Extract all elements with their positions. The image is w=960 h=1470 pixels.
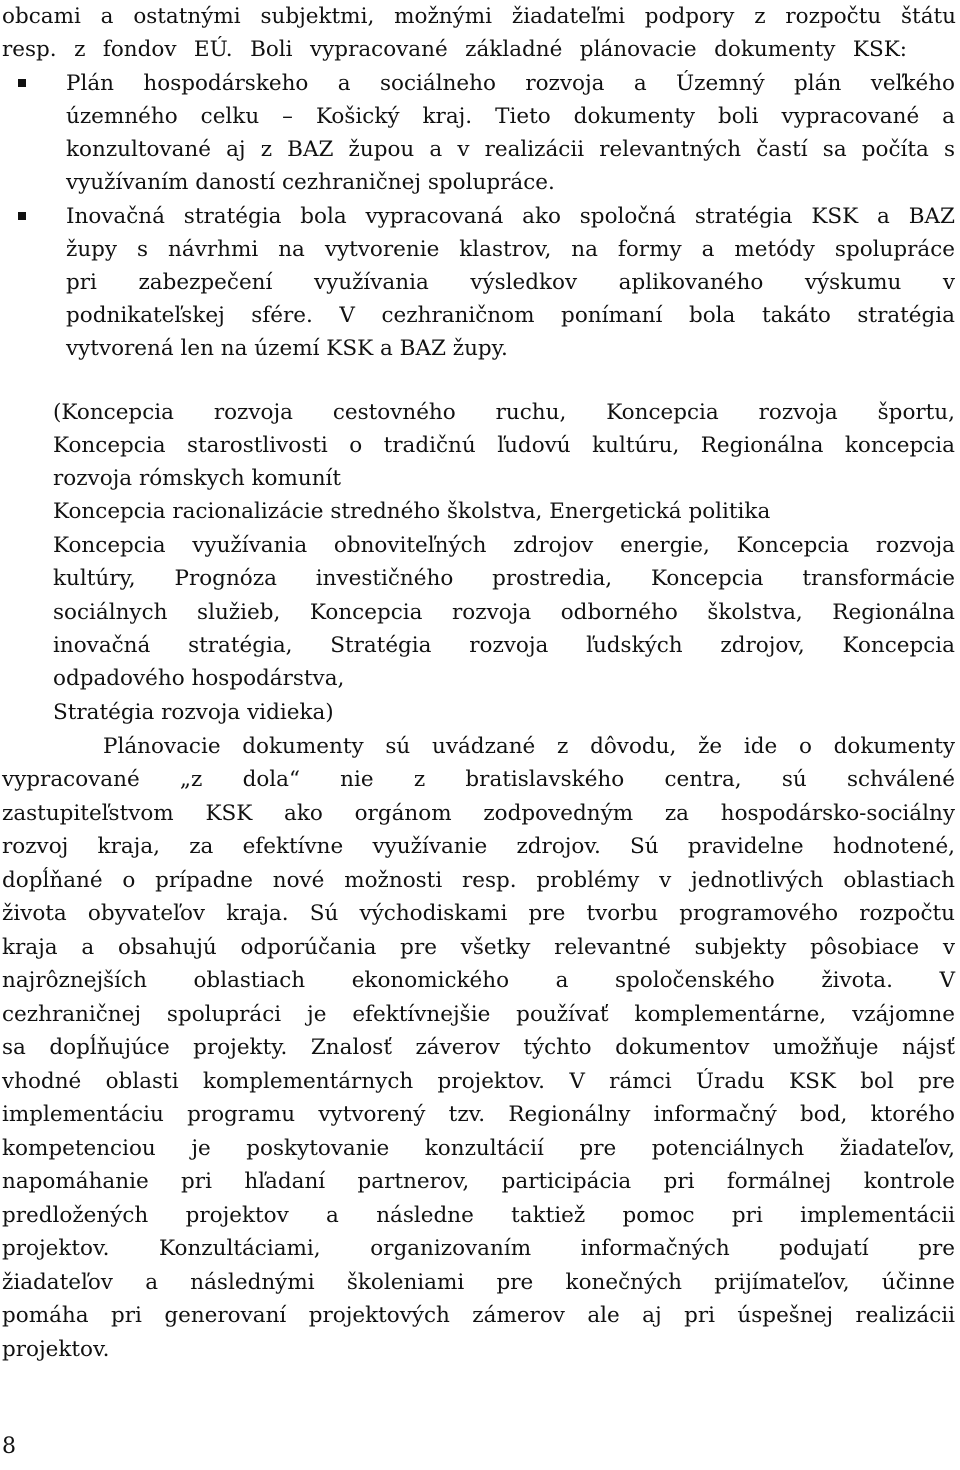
concepts-text-line: Koncepcia racionalizácie stredného školstva, Energetická politika: [53, 499, 771, 524]
bullet-text-line: konzultované aj z BAZ župou a v realizácii relevantných častí sa počíta s: [66, 137, 955, 162]
paragraph-line: implementáciu programu vytvorený tzv. Regionálny informačný bod, ktorého: [2, 1102, 955, 1127]
bullet-text-line: využívaním daností cezhraničnej spolupráce.: [66, 170, 555, 195]
paragraph-line: zastupiteľstvom KSK ako orgánom zodpovedným za hospodársko-sociálny: [2, 801, 955, 826]
bullet-text-line: župy s návrhmi na vytvorenie klastrov, na formy a metódy spolupráce: [66, 237, 955, 262]
paragraph-line: dopĺňané o prípadne nové možnosti resp. problémy v jednotlivých oblastiach: [2, 868, 955, 893]
paragraph-line: projektov. Konzultáciami, organizovaním informačných podujatí pre: [2, 1236, 955, 1261]
bullet-text-line: Plán hospodárskeho a sociálneho rozvoja a Územný plán veľkého: [66, 71, 955, 96]
paragraph-first-line: Plánovacie dokumenty sú uvádzané z dôvodu, že ide o dokumenty: [103, 734, 955, 759]
paragraph-line: kompetenciou je poskytovanie konzultácií pre potenciálnych žiadateľov,: [2, 1136, 955, 1161]
paragraph-line: života obyvateľov kraja. Sú východiskami pre tvorbu programového rozpočtu: [2, 901, 955, 926]
paragraph-line: napomáhanie pri hľadaní partnerov, participácia pri formálnej kontrole: [2, 1169, 955, 1194]
bullet-text-line: územného celku – Košický kraj. Tieto dokumenty boli vypracované a: [66, 104, 955, 129]
concepts-text-line: Koncepcia využívania obnoviteľných zdrojov energie, Koncepcia rozvoja: [53, 533, 955, 558]
bullet-text-line: pri zabezpečení využívania výsledkov aplikovaného výskumu v: [66, 270, 955, 295]
paragraph-line: najrôznejších oblastiach ekonomického a spoločenského života. V: [2, 968, 955, 993]
concepts-text-line: Stratégia rozvoja vidieka): [53, 700, 334, 725]
paragraph-line: pomáha pri generovaní projektových zámerov ale aj pri úspešnej realizácii: [2, 1303, 955, 1328]
concepts-text-line: inovačná stratégia, Stratégia rozvoja ľudských zdrojov, Koncepcia: [53, 633, 955, 658]
bullet-text-line: Inovačná stratégia bola vypracovaná ako spoločná stratégia KSK a BAZ: [66, 204, 955, 229]
concepts-text-line: sociálnych služieb, Koncepcia rozvoja odborného školstva, Regionálna: [53, 600, 955, 625]
text-line: obcami a ostatnými subjektmi, možnými žiadateľmi podpory z rozpočtu štátu: [2, 4, 956, 29]
paragraph-line: žiadateľov a následnými školeniami pre konečných prijímateľov, účinne: [2, 1270, 955, 1295]
paragraph-line: cezhraničnej spolupráci je efektívnejšie používať komplementárne, vzájomne: [2, 1002, 955, 1027]
bullet-text-line: podnikateľskej sfére. V cezhraničnom ponímaní bola takáto stratégia: [66, 303, 955, 328]
paragraph-line: predložených projektov a následne taktiež pomoc pri implementácii: [2, 1203, 955, 1228]
square-bullet-icon: [18, 212, 26, 220]
paragraph-line: sa dopĺňujúce projekty. Znalosť záverov týchto dokumentov umožňuje nájsť: [2, 1035, 955, 1060]
square-bullet-icon: [18, 79, 26, 87]
paragraph-line: vhodné oblasti komplementárnych projektov. V rámci Úradu KSK bol pre: [2, 1069, 955, 1094]
concepts-text-line: Koncepcia starostlivosti o tradičnú ľudovú kultúru, Regionálna koncepcia: [53, 433, 955, 458]
text-line: resp. z fondov EÚ. Boli vypracované základné plánovacie dokumenty KSK:: [2, 37, 907, 62]
concepts-text-line: (Koncepcia rozvoja cestovného ruchu, Koncepcia rozvoja športu,: [53, 400, 955, 425]
concepts-text-line: kultúry, Prognóza investičného prostredia, Koncepcia transformácie: [53, 566, 955, 591]
page-number: 8: [2, 1434, 16, 1459]
concepts-text-line: rozvoja rómskych komunít: [53, 466, 342, 491]
paragraph-line: rozvoj kraja, za efektívne využívanie zdrojov. Sú pravidelne hodnotené,: [2, 834, 955, 859]
paragraph-line: vypracované „z dola“ nie z bratislavského centra, sú schválené: [2, 767, 955, 792]
concepts-text-line: odpadového hospodárstva,: [53, 666, 345, 691]
paragraph-line: kraja a obsahujú odporúčania pre všetky relevantné subjekty pôsobiace v: [2, 935, 955, 960]
paragraph-last-line: projektov.: [2, 1337, 110, 1362]
bullet-text-line: vytvorená len na území KSK a BAZ župy.: [66, 336, 508, 361]
